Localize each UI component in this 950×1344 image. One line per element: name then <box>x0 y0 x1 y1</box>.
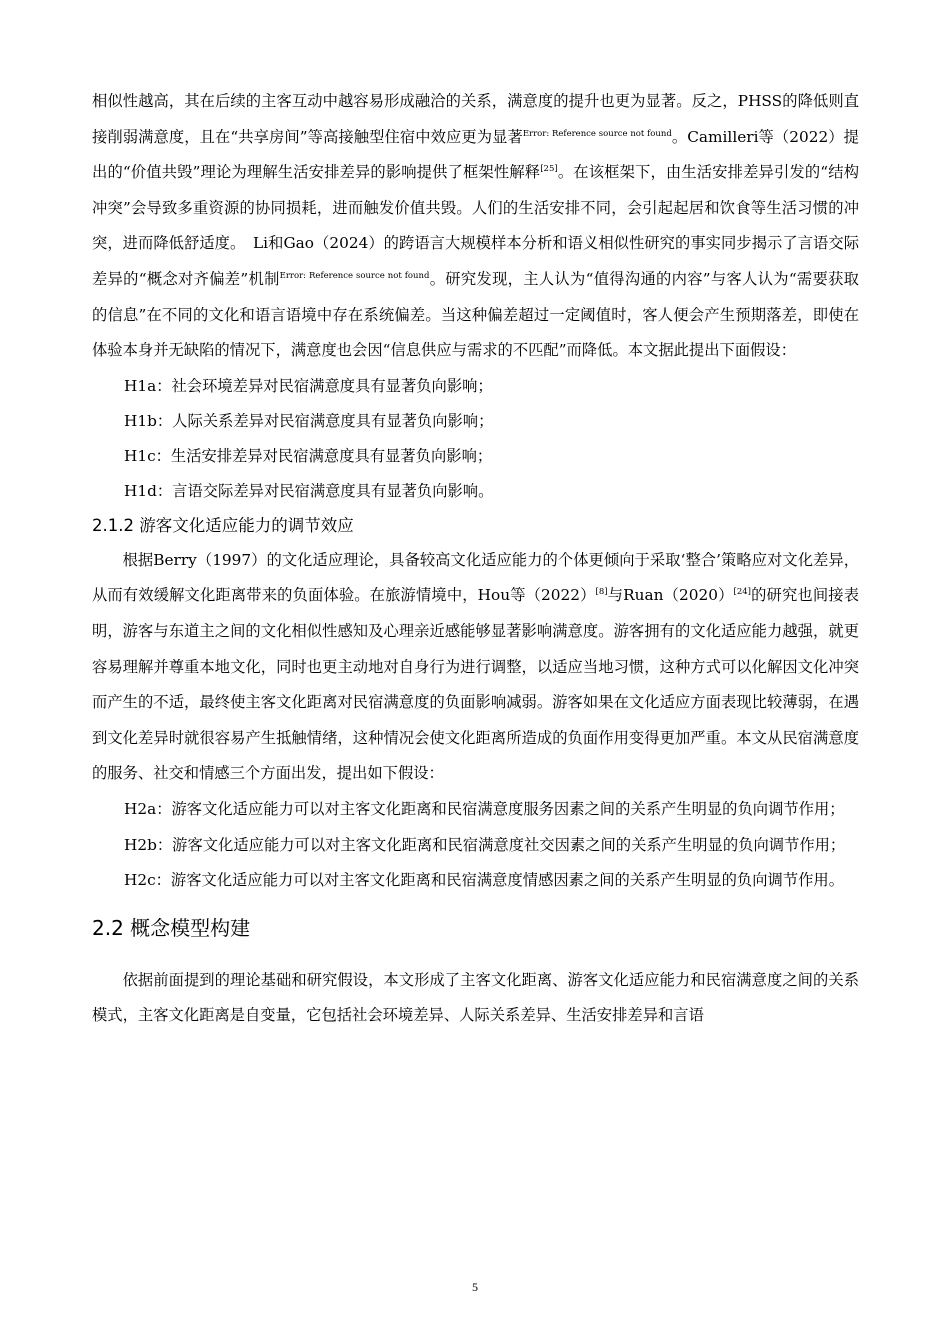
citation-error: Error: Reference source not found <box>522 128 672 139</box>
citation-25: [25] <box>540 164 558 175</box>
hypothesis-h2a: H2a：游客文化适应能力可以对主客文化距离和民宿满意度服务因素之间的关系产生明显的负向调节作用； <box>124 799 845 818</box>
hypothesis-h1d: H1d：言语交际差异对民宿满意度具有显著负向影响。 <box>124 481 494 500</box>
hypothesis-h2c: H2c：游客文化适应能力可以对主客文化距离和民宿满意度情感因素之间的关系产生明显的负向调节作用。 <box>124 871 845 890</box>
text-run: 的研究也间接表明，游客与东道主之间的文化相似性感知及心理亲近感能够显著影响满意度。游客拥有的文化适应能力越强，就更容易理解并尊重本地文化，同时也更主动地对自身行为进行调整，以适应当地习惯，这种方式可以化解因文化冲突而产生的不适，最终使主客文化距离对民宿满意度的负面影响减弱。游客如果在文化适应方面表现比较薄弱，在遇到文化差异时就很容易产生抵触情绪，这种情况会使文化距离所造成的负面作用变得更加严重。本文从民宿满意度的服务、社交和情感三个方面出发，提出如下假设： <box>92 586 859 783</box>
text-run: 根据Berry（1997）的文化适应理论，具备较高文化适应能力的个体更倾向于采取‘整合’策略应对文化差异，从而有效缓解文化距离带来的负面体验。在旅游情境中，Hou等（2022） <box>92 550 859 605</box>
hypothesis-h2b: H2b：游客文化适应能力可以对主客文化距离和民宿满意度社交因素之间的关系产生明显的负向调节作用； <box>124 835 846 854</box>
text-run: 。Camilleri等（2022）提出的“价值共毁”理论为理解生活安排差异的影响提供了框架性解释 <box>92 127 859 182</box>
text-run: 与Ruan（2020） <box>607 586 734 605</box>
paragraph-concept-model: 依据前面提到的理论基础和研究假设，本文形成了主客文化距离、游客文化适应能力和民宿满意度之间的关系模式，主客文化距离是自变量，它包括社会环境差异、人际关系差异、生活安排差异和言语 <box>92 970 859 1025</box>
section-heading-2-1-2: 2.1.2 游客文化适应能力的调节效应 <box>92 515 354 535</box>
paragraph-culture-similarity <box>92 84 859 369</box>
hypothesis-h1a: H1a：社会环境差异对民宿满意度具有显著负向影响； <box>124 376 493 395</box>
text-run: 。研究发现，主人认为“值得沟通的内容”与客人认为“需要获取的信息”在不同的文化和语言语境中存在系统偏差。当这种偏差超过一定阈值时，客人便会产生预期落差，即使在体验本身并无缺陷的情况下，满意度也会因“信息供应与需求的不匹配”而降低。本文据此提出下面假设： <box>92 269 859 360</box>
paragraph-acculturation <box>92 543 859 792</box>
page-content <box>92 84 859 1034</box>
hypothesis-h1b: H1b：人际关系差异对民宿满意度具有显著负向影响； <box>124 411 494 430</box>
text-run: 。在该框架下，由生活安排差异引发的“结构冲突”会导致多重资源的协同损耗，进而触发价值共毁。人们的生活安排不同，会引起起居和饮食等生活习惯的冲突，进而降低舒适度。 Li和Gao（2024）的跨语言大规模样本分析和语义相似性研究的事实同步揭示了言语交际差异的“概念对齐偏差”机制 <box>92 163 859 288</box>
hypothesis-h1c: H1c：生活安排差异对民宿满意度具有显著负向影响； <box>124 446 493 465</box>
page-number: 5 <box>472 1280 478 1294</box>
citation-error: Error: Reference source not found <box>279 270 430 281</box>
section-heading-2-2: 2.2 概念模型构建 <box>92 915 251 940</box>
text-run: 相似性越高，其在后续的主客互动中越容易形成融洽的关系，满意度的提升也更为显著。反之，PHSS的降低则直接削弱满意度，且在“共享房间”等高接触型住宿中效应更为显著 <box>92 92 859 146</box>
citation-24: [24] <box>733 587 751 598</box>
citation-8: [8] <box>595 587 608 598</box>
